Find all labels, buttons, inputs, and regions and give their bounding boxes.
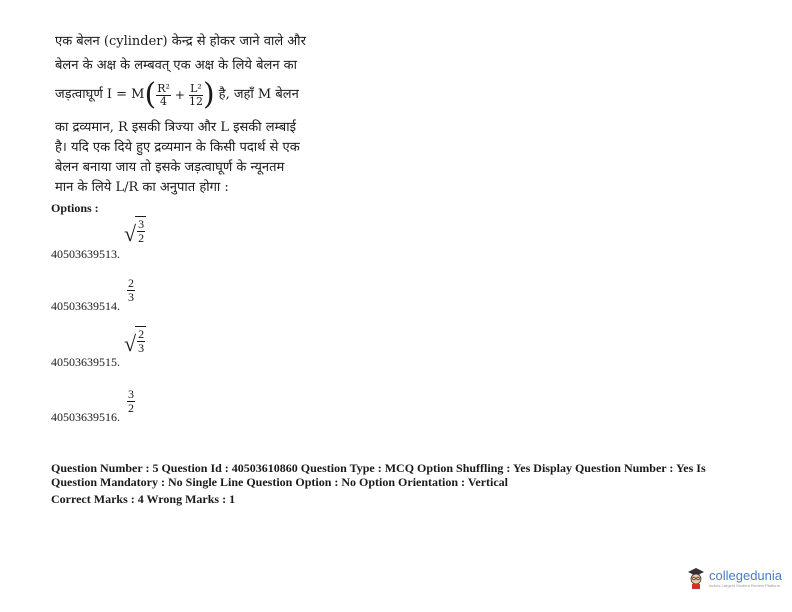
option-numerator: 2 <box>128 276 134 290</box>
right-paren: ) <box>202 77 215 112</box>
option-denominator: 2 <box>138 231 145 245</box>
fraction-r-squared <box>156 83 171 108</box>
question-meta-line-1: Question Number : 5 Question Id : 40503610860 Question Type : MCQ Option Shuffling : Yes Display Question Number : Yes Is <box>51 461 706 475</box>
option-3-math <box>124 326 146 355</box>
sqrt-symbol: √ <box>124 221 137 246</box>
option-1-math <box>124 216 146 245</box>
fraction-denominator: 12 <box>188 94 203 108</box>
options-label: Options : <box>51 201 99 215</box>
option-numerator: 2 <box>138 327 145 341</box>
option-id: 40503639514. <box>51 299 120 313</box>
question-line-2: बेलन के अक्ष के लम्बवत् एक अक्ष के लिये बेलन का <box>55 58 298 73</box>
option-denominator: 3 <box>128 290 134 304</box>
fraction-denominator: 4 <box>160 94 168 108</box>
option-4-math <box>127 388 135 415</box>
question-line-4: का द्रव्यमान, R इसकी त्रिज्या और L इसकी लम्बाई <box>55 120 296 135</box>
question-line-6: बेलन बनाया जाय तो इसके जड़त्वाघूर्ण के न्यूनतम <box>55 160 285 175</box>
student-mascot-icon <box>686 566 706 590</box>
fraction-numerator: R² <box>157 81 170 95</box>
option-numerator: 3 <box>128 387 134 401</box>
question-line-1: एक बेलन (cylinder) केन्द्र से होकर जाने वाले और <box>55 34 306 49</box>
option-denominator: 2 <box>128 401 134 415</box>
left-paren: ( <box>144 77 157 112</box>
option-numerator: 3 <box>138 217 145 231</box>
question-meta-line-2: Question Mandatory : No Single Line Question Option : No Option Orientation : Vertical <box>51 475 509 489</box>
option-id: 40503639515. <box>51 355 120 369</box>
question-line-7: मान के लिये L/R का अनुपात होगा : <box>55 180 229 195</box>
question-line-3 <box>55 77 299 112</box>
logo-name: collegedunia <box>709 568 783 583</box>
option-id: 40503639516. <box>51 410 120 424</box>
option-2-math <box>127 277 135 304</box>
fraction-numerator: L² <box>190 81 202 95</box>
inertia-formula-prefix: जड़त्वाघूर्ण I = M <box>55 87 145 102</box>
logo-tagline: India's Largest Student Review Platform <box>709 583 781 588</box>
sqrt-symbol: √ <box>124 331 137 356</box>
option-denominator: 3 <box>138 341 145 355</box>
option-id: 40503639513. <box>51 247 120 261</box>
question-meta-line-3: Correct Marks : 4 Wrong Marks : 1 <box>51 492 236 506</box>
fraction-l-squared <box>189 83 203 108</box>
inertia-formula-suffix: है, जहाँ M बेलन <box>218 87 299 102</box>
plus-sign: + <box>174 88 185 102</box>
question-line-5: है। यदि एक दिये हुए द्रव्यमान के किसी पदार्थ से एक <box>55 140 300 155</box>
collegedunia-logo <box>686 566 782 590</box>
